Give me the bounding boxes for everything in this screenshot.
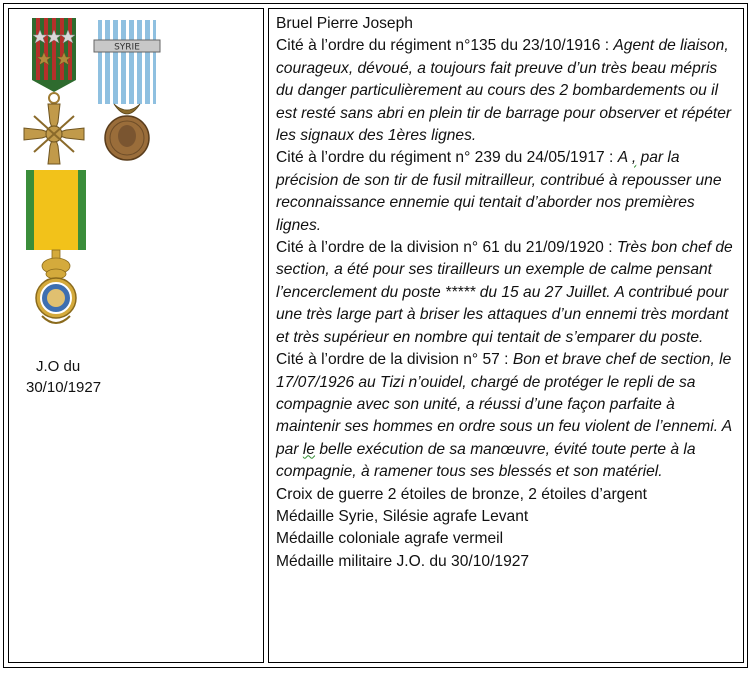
- citation-body-part: Bon et brave chef de section, le 17/07/1926 au Tizi n’ouidel, chargé de protéger le repli de sa compagnie avec son unité, a réussi d’une façon parfaite à maintenir ses hommes en ordre sous un feu violent de l’ennemi. A par: [276, 351, 732, 458]
- jo-date-label: [26, 356, 101, 398]
- citation-1: [276, 35, 738, 147]
- spellcheck-mark: le: [302, 440, 316, 458]
- citation-4: [276, 349, 738, 483]
- award-1: Croix de guerre 2 étoiles de bronze, 2 étoiles d’argent: [276, 485, 648, 503]
- citation-prefix: Cité à l’ordre de la division n° 57 :: [276, 351, 513, 369]
- citation-body-part: A: [617, 149, 632, 167]
- syrie-bar-text: SYRIE: [114, 42, 140, 53]
- soldier-name: Bruel Pierre Joseph: [276, 15, 413, 32]
- citation-prefix: Cité à l’ordre du régiment n°135 du 23/10/1916 :: [276, 37, 614, 55]
- croix-de-guerre-medal: [20, 18, 90, 168]
- citation-body: Très bon chef de section, a été pour ses tirailleurs un exemple de calme pensant l’encerclement du poste ***** du 15 au 27 Juillet. A contribué pour une très large part à briser les attaques d’un ennemi très mordant et très supérieur en nombre qui tentait de s’emparer du poste.: [276, 239, 733, 346]
- jo-line-2: 30/10/1927: [26, 379, 102, 396]
- citation-2: [276, 147, 738, 237]
- citations-text: [276, 13, 738, 573]
- citation-prefix: Cité à l’ordre de la division n° 61 du 21/09/1920 :: [276, 239, 617, 257]
- award-4: Médaille militaire J.O. du 30/10/1927: [276, 552, 530, 570]
- award-2: Médaille Syrie, Silésie agrafe Levant: [276, 507, 529, 525]
- medaille-syrie-medal: [92, 20, 164, 165]
- citation-3: [276, 237, 738, 349]
- award-3: Médaille coloniale agrafe vermeil: [276, 530, 504, 548]
- citation-body-part: par la précision de son tir de fusil mitrailleur, contribué à repousser une reconnaissance ennemie qui tentait d’aborder nos premières lignes.: [276, 149, 722, 234]
- citation-body: Agent de liaison, courageux, dévoué, a toujours fait preuve d’un très beau mépris du danger particulièrement au cours des 2 bombardements ou il est resté sans abri en plein tir de barrage pour observer et répéter les signaux des 1ères lignes.: [276, 37, 732, 145]
- citation-prefix: Cité à l’ordre du régiment n° 239 du 24/05/1917 :: [276, 149, 618, 167]
- jo-line-1: J.O du: [36, 358, 81, 375]
- medaille-militaire-medal: [22, 170, 90, 330]
- spellcheck-mark: ,: [631, 149, 637, 167]
- citation-body-part: belle exécution de sa manœuvre, évité toute perte à la compagnie, à ramener tous ses blessés et son matériel.: [276, 440, 696, 481]
